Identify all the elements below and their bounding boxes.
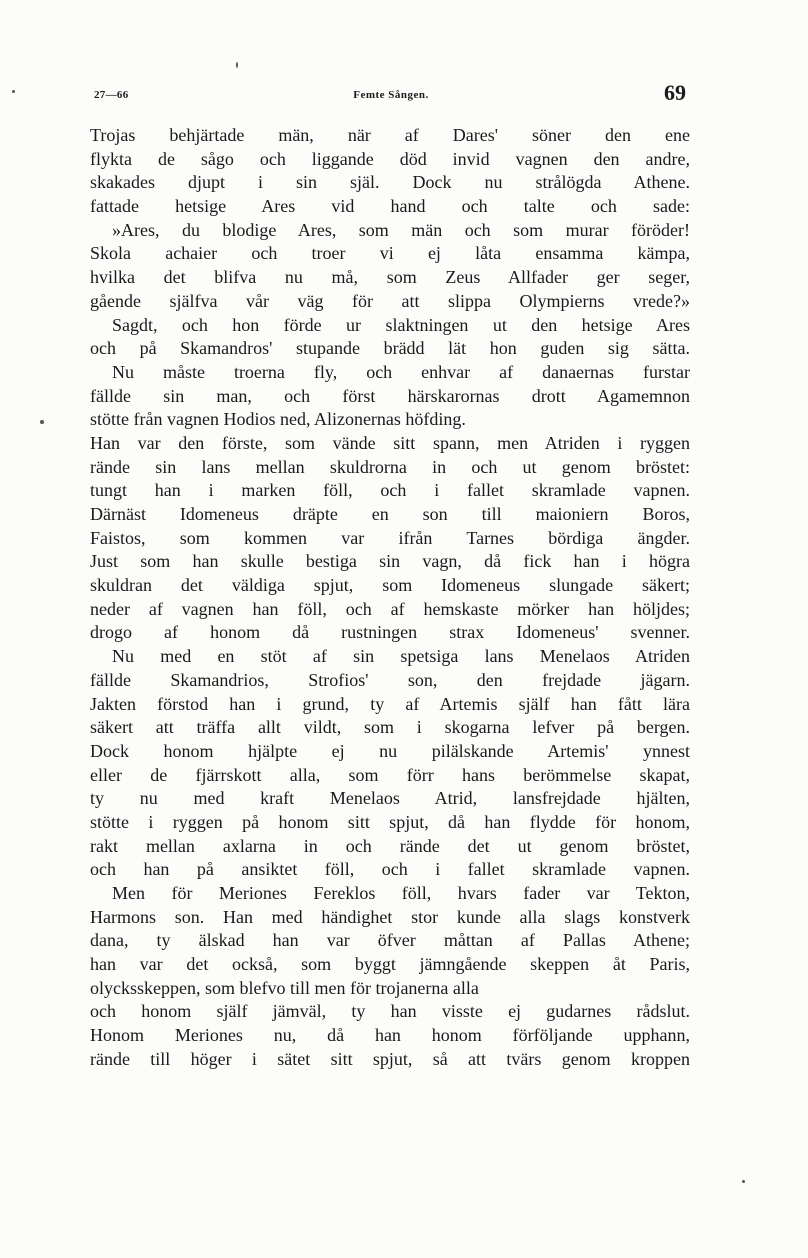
scan-speck [40, 420, 44, 424]
text-line: Därnäst Idomeneus dräpte en son till maioniern Boros, [90, 504, 690, 524]
text-line: neder af vagnen han föll, och af hemskaste mörker han höljdes; [90, 598, 690, 619]
text-line: Dock honom hjälpte ej nu pilälskande Artemis' ynnest [90, 740, 690, 761]
text-line: Sagdt, och hon förde ur slaktningen ut den hetsige Ares [112, 314, 690, 335]
text-line: han var det också, som byggt jämngående skeppen åt Paris, [90, 954, 690, 975]
text-line: hvilka det blifva nu må, som Zeus Allfader ger seger, [90, 267, 690, 288]
text-line: Harmons son. Han med händighet stor kunde alla slags konstverk [90, 906, 690, 927]
text-line: skakades djupt i sin själ. Dock nu strålögda Athene. [90, 172, 690, 193]
running-title: Femte Sången. [353, 89, 429, 101]
page-number: 69 [664, 80, 686, 105]
text-line: stötte från vagnen Hodios ned, Alizonernas höfding. [90, 409, 466, 430]
text-line: Men för Meriones Fereklos föll, hvars fader var Tekton, [112, 883, 690, 903]
text-line: fällde sin man, och först härskarornas drott Agamemnon [90, 385, 690, 406]
page-header [94, 80, 688, 116]
scan-speck [742, 1180, 745, 1183]
text-line: rände sin lans mellan skuldrorna in och ut genom bröstet: [90, 456, 690, 477]
text-line: Nu måste troerna fly, och enhvar af danaernas furstar [112, 361, 690, 382]
text-line: tungt han i marken föll, och i fallet skramlade vapnen. [90, 480, 690, 501]
text-line: »Ares, du blodige Ares, som män och som murar föröder! [112, 219, 690, 240]
text-line: rakt mellan axlarna in och rände det ut genom bröstet, [90, 835, 690, 856]
scan-speck [12, 90, 15, 93]
text-line: dana, ty älskad han var öfver måttan af Pallas Athene; [90, 930, 690, 951]
text-line: olycksskeppen, som blefvo till men för trojanerna alla [90, 977, 479, 998]
text-line: Trojas behjärtade män, när af Dares' söner den ene [90, 125, 690, 145]
text-line: Han var den förste, som vände sitt spann, men Atriden i ryggen [90, 432, 690, 453]
text-line: Faistos, som kommen var ifrån Tarnes bördiga ängder. [90, 527, 690, 548]
text-line: Skola achaier och troer vi ej låta ensamma kämpa, [90, 243, 690, 264]
text-line: Nu med en stöt af sin spetsiga lans Menelaos Atriden [112, 646, 690, 667]
text-line: ty nu med kraft Menelaos Atrid, lansfrejdade hjälten, [90, 788, 690, 809]
text-line: fällde Skamandrios, Strofios' son, den frejdade jägarn. [90, 669, 690, 690]
text-line: stötte i ryggen på honom sitt spjut, då han flydde för honom, [90, 811, 690, 832]
text-line: Honom Meriones nu, då han honom förföljande upphann, [90, 1025, 690, 1046]
text-line: gående själfva vår väg för att slippa Olympierns vrede?» [90, 290, 690, 311]
text-line: Jakten förstod han i grund, ty af Artemis själf han fått lära [90, 693, 690, 714]
signature-mark: 27—66 [94, 89, 129, 101]
text-line: rände till höger i sätet sitt spjut, så att tvärs genom kroppen [90, 1048, 690, 1069]
text-line: eller de fjärrskott alla, som förr hans berömmelse skapat, [90, 764, 690, 785]
poem-text [90, 124, 690, 1072]
text-line: och på Skamandros' stupande brädd lät hon guden sig sätta. [90, 338, 690, 359]
text-line: flykta de sågo och liggande död invid vagnen den andre, [90, 148, 690, 169]
text-line: Just som han skulle bestiga sin vagn, då fick han i högra [90, 551, 690, 572]
scan-speck [236, 62, 238, 68]
text-line: fattade hetsige Ares vid hand och talte och sade: [90, 196, 690, 217]
text-line: drogo af honom då rustningen strax Idomeneus' svenner. [90, 622, 690, 643]
text-line: skuldran det väldiga spjut, som Idomeneus slungade säkert; [90, 575, 690, 596]
text-line: säkert att träffa allt vildt, som i skogarna lefver på bergen. [90, 717, 690, 738]
text-line: och honom själf jämväl, ty han visste ej gudarnes rådslut. [90, 1001, 690, 1022]
text-line: och han på ansiktet föll, och i fallet skramlade vapnen. [90, 859, 690, 880]
